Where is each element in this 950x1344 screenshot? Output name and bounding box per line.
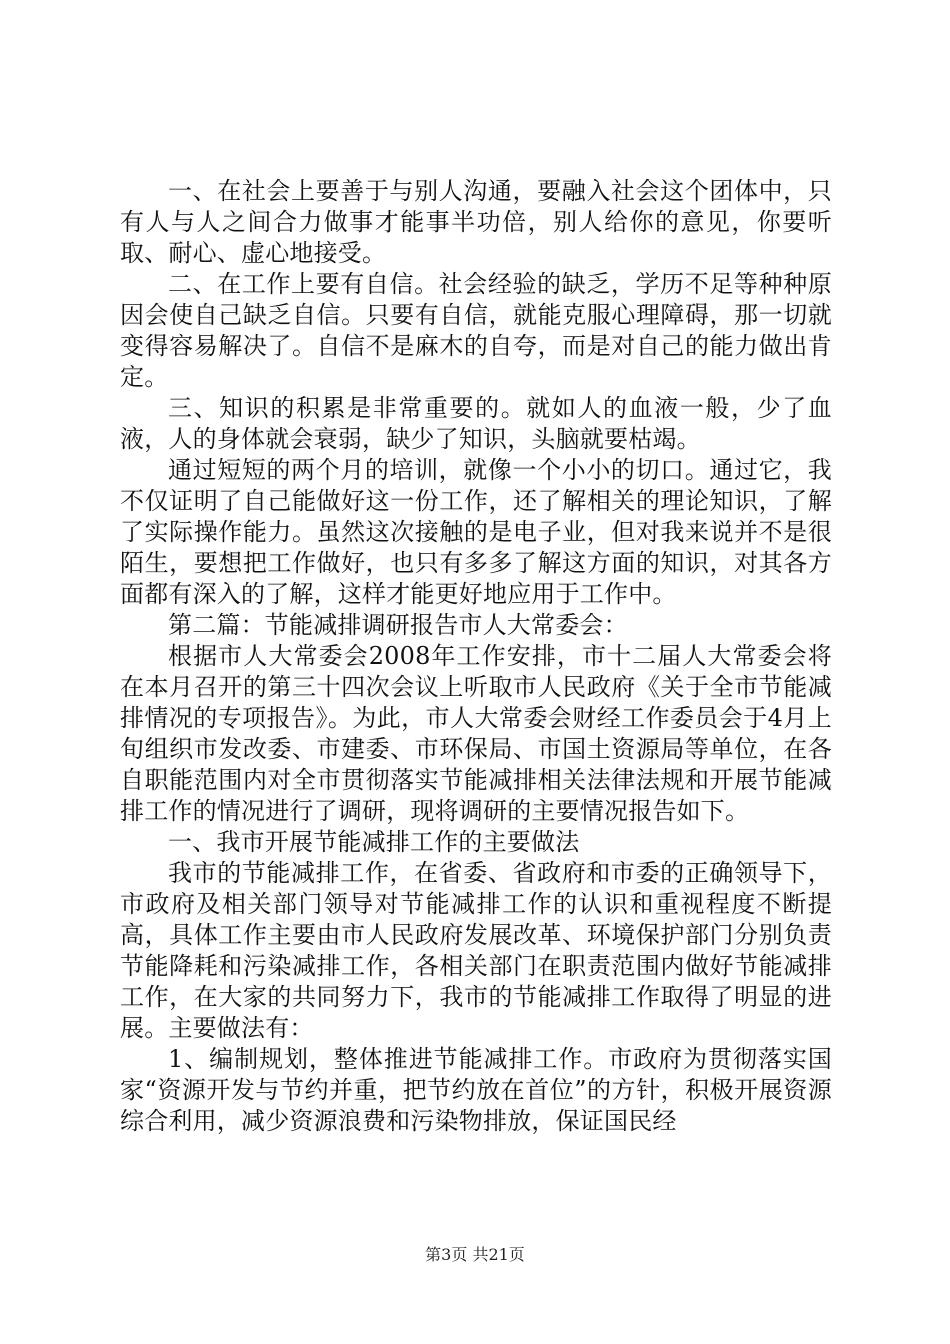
page-number-footer: 第3页 共21页: [425, 1245, 525, 1264]
document-body: [120, 176, 832, 1137]
paragraph-practices-overview: 我市的节能减排工作，在省委、省政府和市委的正确领导下，市政府及相关部门领导对节能减排工作的认识和重视程度不断提高，具体工作主要由市人民政府发展改革、环境保护部门分别负责节能降耗和污染减排工作，各相关部门在职责范围内做好节能减排工作，在大家的共同努力下，我市的节能减排工作取得了明显的进展。主要做法有：: [120, 859, 832, 1042]
section-heading-part-two: 第二篇：节能减排调研报告市人大常委会：: [168, 611, 628, 639]
paragraph-communication: 一、在社会上要善于与别人沟通，要融入社会这个团体中，只有人与人之间合力做事才能事半功倍，别人给你的意见，你要听取、耐心、虚心地接受。: [120, 177, 832, 267]
paragraph-training-summary: 通过短短的两个月的培训，就像一个小小的切口。通过它，我不仅证明了自己能做好这一份工作，还了解相关的理论知识，了解了实际操作能力。虽然这次接触的是电子业，但对我来说并不是很陌生，要想把工作做好，也只有多多了解这方面的知识，对其各方面都有深入的了解，这样才能更好地应用于工作中。: [120, 456, 832, 608]
paragraph-knowledge: 三、知识的积累是非常重要的。就如人的血液一般，少了血液，人的身体就会衰弱，缺少了知识，头脑就要枯竭。: [120, 394, 832, 453]
subheading-main-practices: 一、我市开展节能减排工作的主要做法: [168, 828, 580, 856]
paragraph-planning: 1、编制规划，整体推进节能减排工作。市政府为贯彻落实国家“资源开发与节约并重，把节约放在首位”的方针，积极开展资源综合利用，减少资源浪费和污染物排放，保证国民经: [120, 1045, 832, 1135]
paragraph-confidence: 二、在工作上要有自信。社会经验的缺乏，学历不足等种种原因会使自己缺乏自信。只要有自信，就能克服心理障碍，那一切就变得容易解决了。自信不是麻木的自夸，而是对自己的能力做出肯定。: [120, 270, 832, 391]
paragraph-report-intro: 根据市人大常委会2008年工作安排，市十二届人大常委会将在本月召开的第三十四次会议上听取市人民政府《关于全市节能减排情况的专项报告》。为此，市人大常委会财经工作委员会于4月上旬组织市发改委、市建委、市环保局、市国土资源局等单位，在各自职能范围内对全市贯彻落实节能减排相关法律法规和开展节能减排工作的情况进行了调研，现将调研的主要情况报告如下。: [120, 642, 832, 825]
